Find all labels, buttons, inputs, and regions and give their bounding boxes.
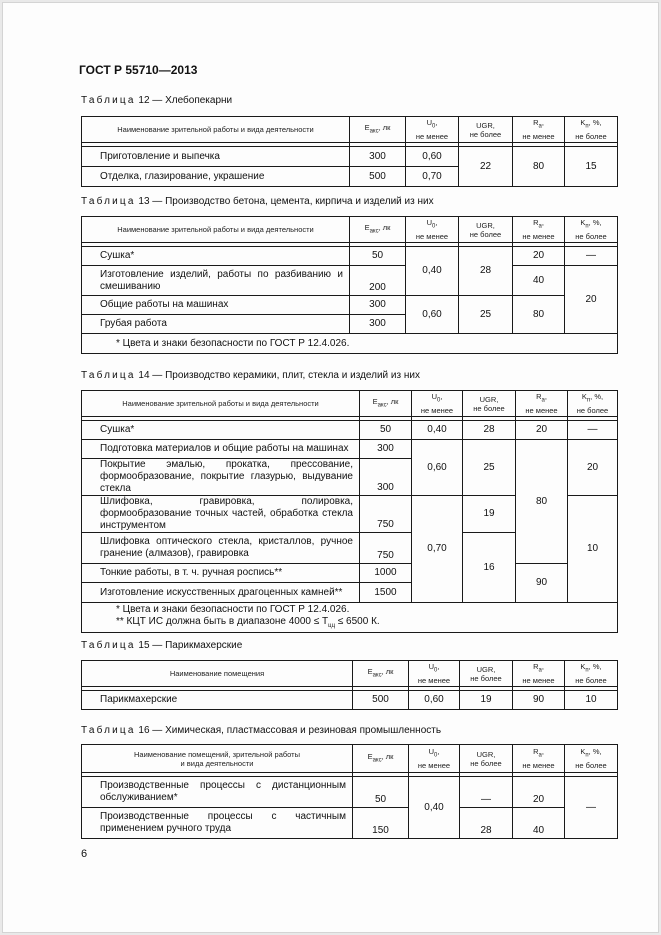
- col-u: $U_0$, не менее: [409, 745, 460, 773]
- col-kp: $K_п$, %, не более: [565, 117, 618, 143]
- table-row: Парикмахерские 500 0,60 19 90 10: [82, 691, 618, 710]
- table-footnote-row: * Цвета и знаки безопасности по ГОСТ Р 12.4.026. ** КЦТ ИС должна быть в диапазоне $4000 \le T_{цц} \le 6500$ К.: [82, 603, 618, 633]
- col-kp: $K_п$, %, не более: [565, 217, 618, 243]
- table-row: Тонкие работы, в т. ч. ручная роспись** 1000 90: [82, 564, 618, 583]
- table-12: [81, 116, 618, 187]
- col-e: $E_{акс}$, лк: [360, 391, 412, 417]
- table-row: Производственные процессы с дистанционным обслуживанием* 50 0,40 — 20 —: [82, 777, 618, 808]
- table-row: Изготовление изделий, работы по разбиванию и смешиванию 200 40 20: [82, 266, 618, 296]
- col-ugr: UGR, не более: [459, 217, 513, 243]
- col-u: $U_0$, не менее: [406, 217, 459, 243]
- col-u: $U_0$, не менее: [406, 117, 459, 143]
- table-14-caption: Таблица 14 — Производство керамики, плит, стекла и изделий из них: [81, 370, 420, 381]
- page-number: 6: [81, 848, 88, 860]
- document-header: ГОСТ Р 55710—2013: [79, 63, 198, 77]
- table-row: Производственные процессы с частичным применением ручного труда 150 28 40: [82, 808, 618, 839]
- table-row: Отделка, глазирование, украшение 500 0,70: [82, 167, 618, 187]
- table-14: [81, 390, 618, 633]
- table-row: Покрытие эмалью, прокатка, прессование, формообразование, покрытие глазурью, выдувание стекла 300: [82, 459, 618, 496]
- document-page: [2, 2, 659, 933]
- col-kp: $K_п$, %, не более: [565, 661, 618, 687]
- col-ugr: UGR, не более: [460, 745, 513, 773]
- col-ra: $R_a$, не менее: [516, 391, 568, 417]
- col-e: $E_{акс}$, лк: [350, 117, 406, 143]
- col-e: $E_{акс}$, лк: [350, 217, 406, 243]
- col-kp: $K_п$, %, не более: [565, 745, 618, 773]
- col-ra: $R_a$, не менее: [513, 117, 565, 143]
- table-row: Приготовление и выпечка 300 0,60 22 80 15: [82, 147, 618, 167]
- col-ra: $R_a$, не менее: [513, 745, 565, 773]
- table-12-caption: Таблица 12 — Хлебопекарни: [81, 95, 233, 106]
- col-e: $E_{акс}$, лк: [353, 745, 409, 773]
- col-activity: Наименование зрительной работы и вида деятельности: [82, 391, 360, 417]
- col-activity: Наименование зрительной работы и вида деятельности: [82, 117, 350, 143]
- table-16: [81, 744, 618, 839]
- table-row: Шлифовка, гравировка, полировка, формообразование точных частей, обработка стекла инструментом 750 0,70 19 10: [82, 496, 618, 533]
- col-ugr: UGR, не более: [459, 117, 513, 143]
- table-row: Изготовление искусственных драгоценных камней** 1500: [82, 583, 618, 603]
- col-kp: $K_п$, %, не более: [568, 391, 618, 417]
- col-activity: Наименование зрительной работы и вида деятельности: [82, 217, 350, 243]
- table-row: Сушка* 50 0,40 28 20 —: [82, 247, 618, 266]
- col-room-activity: Наименование помещений, зрительной работы и вида деятельности: [82, 745, 353, 773]
- col-ra: $R_a$, не менее: [513, 661, 565, 687]
- table-13-caption: Таблица 13 — Производство бетона, цемента, кирпича и изделий из них: [81, 196, 434, 207]
- col-u: $U_0$, не менее: [409, 661, 460, 687]
- table-15: [81, 660, 618, 710]
- col-ugr: UGR, не более: [460, 661, 513, 687]
- table-15-caption: Таблица 15 — Парикмахерские: [81, 640, 243, 651]
- table-row: Шлифовка оптического стекла, кристаллов, ручное гранение (алмазов), гравировка 750 16: [82, 533, 618, 564]
- col-ra: $R_a$, не менее: [513, 217, 565, 243]
- col-room: Наименование помещения: [82, 661, 353, 687]
- table-row: Подготовка материалов и общие работы на машинах 300 0,60 25 80 20: [82, 440, 618, 459]
- table-row: Грубая работа 300: [82, 315, 618, 334]
- table-row: Сушка* 50 0,40 28 20 —: [82, 421, 618, 440]
- col-ugr: UGR, не более: [463, 391, 516, 417]
- table-13: [81, 216, 618, 354]
- table-16-caption: Таблица 16 — Химическая, пластмассовая и резиновая промышленность: [81, 725, 442, 736]
- table-footnote-row: * Цвета и знаки безопасности по ГОСТ Р 12.4.026.: [82, 334, 618, 354]
- col-e: $E_{акс}$, лк: [353, 661, 409, 687]
- table-row: Общие работы на машинах 300 0,60 25 80: [82, 296, 618, 315]
- col-u: $U_0$, не менее: [412, 391, 463, 417]
